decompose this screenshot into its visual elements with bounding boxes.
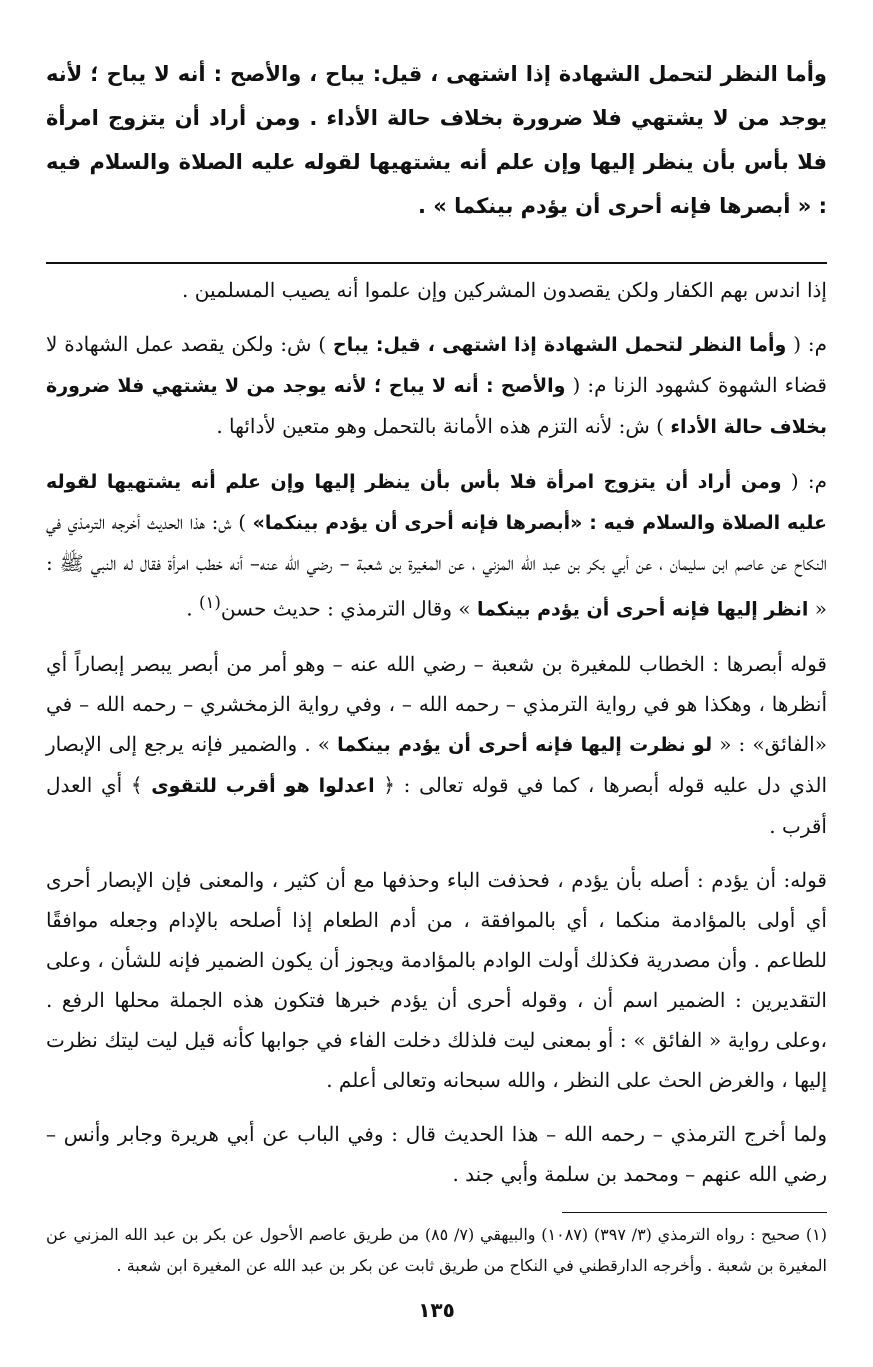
footnote-separator [562,1212,827,1213]
matn-separator [46,262,827,264]
p3-hadith-quote: انظر إليها فإنه أحرى أن يؤدم بينكما [476,598,809,621]
commentary-paragraph-3 [46,461,827,630]
commentary-paragraph-2 [46,324,827,447]
p1-text: إذا اندس بهم الكفار ولكن يقصدون المشركين وإن علموا أنه يصيب المسلمين . [182,278,827,302]
commentary-paragraph-5 [46,860,827,1100]
p3-tail: » وقال الترمذي : حديث حسن [220,596,471,621]
p2-prefix: م: ( [793,332,828,356]
p2-matn-quote-2: والأصح : أنه لا يباح ؛ لأنه يوجد من لا يشتهي فلا ضرورة بخلاف حالة الأداء [46,375,827,438]
footnote-1: (١) صحيح : رواه الترمذي (٣/ ٣٩٧) (١٠٨٧) والبيهقي (٧/ ٨٥) من طريق عاصم الأحول عن بكر بن عبد الله المزني عن المغيرة بن شعبة . وأخرجه الدارقطني في النكاح من طريق ثابت عن بكر بن عبد الله عن المغيرة ابن شعبة . [46,1224,827,1275]
page-number: ١٣٥ [418,1298,455,1322]
p2-mid: ) ش: ولكن يقصد عمل الشهادة لا قضاء الشهوة كشهود الزنا م: ( [46,332,827,397]
p2-matn-quote-1: وأما النظر لتحمل الشهادة إذا اشتهى ، قيل: يباح [333,334,787,356]
p2-tail: ) ش: لأنه التزم هذه الأمانة بالتحمل وهو متعين لأدائها . [216,414,664,438]
p4-part-a: قوله أبصرها : الخطاب للمغيرة بن شعبة – رضي الله عنه – وهو أمر من أبصر يبصر إبصاراً أي أنظرها ، وهكذا هو في رواية الترمذي – رحمه الله – ، وفي رواية الزمخشري – رحمه الله – في «الفائق» : « [46,651,827,756]
p3-mid: ) ش: هذا الحديث أخرجه الترمذي في النكاح عن عاصم ابن سليمان ، عن أبي بكر بن عبد الله المزني ، عن المغيرة بن شعبة – رضي الله عنه– أنه خطب امرأة فقال له النبي ﷺ : « [46,510,827,621]
p3-prefix: م: ( [790,469,828,493]
matn-text: وأما النظر لتحمل الشهادة إذا اشتهى ، قيل: يباح ، والأصح : أنه لا يباح ؛ لأنه يوجد من لا يشتهي فلا ضرورة بخلاف حالة الأداء . ومن أراد أن يتزوج امرأة فلا بأس بأن ينظر إليها وإن علم أنه يشتهيها لقوله عليه الصلاة والسلام فيه : « أبصرها فإنه أحرى أن يؤدم بينكما » . [46,62,827,218]
p4-part-b: » . والضمير فإنه يرجع إلى الإبصار الذي دل عليه قوله أبصرها ، كما في قوله تعالى : ﴿ [46,731,828,797]
p3-end: . [186,596,199,621]
commentary-paragraph-6 [46,1114,827,1194]
commentary-paragraph-4 [46,644,827,846]
p6-text: ولما أخرج الترمذي – رحمه الله – هذا الحديث قال : وفي الباب عن أبي هريرة وجابر وأنس – رضي الله عنهم – ومحمد بن سلمة وأبي جند . [46,1121,827,1186]
commentary [46,270,827,1194]
footnotes [46,1219,827,1281]
p4-hadith-quote: لو نظرت إليها فإنه أحرى أن يؤدم بينكما [337,733,713,756]
p4-quran-quote: اعدلوا هو أقرب للتقوى [151,774,375,797]
p4-part-c: ﴾ أي العدل أقرب . [46,772,827,838]
p3-matn-quote: ومن أراد أن يتزوج امرأة فلا بأس بأن ينظر إليها وإن علم أنه يشتهيها لقوله عليه الصلاة والسلام فيه : «أبصرها فإنه أحرى أن يؤدم بينكما» [46,471,827,534]
commentary-paragraph-1 [46,270,827,310]
footnote-ref-1[interactable]: (١) [198,593,221,612]
p5-text: قوله: أن يؤدم : أصله بأن يؤدم ، فحذفت الباء وحذفها مع أن كثير ، والمعنى فإن الإبصار أحرى أي أولى بالمؤادمة منكما ، أي بالموافقة ، من أدم الطعام إذا أصلحه بالإدام وجعله موافقًا للطاعم . وأن مصدرية فكذلك أولت الوادم بالمؤادمة ويجوز أن يكون الضمير فإنه للشأن ، وعلى التقديرين : الضمير اسم أن ، وقوله أحرى أن يؤدم خبرها فتكون هذه الجملة محلها الرفع . ،وعلى رواية « الفائق » : أو بمعنى ليت فلذلك دخلت الفاء في جوابها كأنه قيل ليت ليتك نظرت إليها ، والغرض الحث على النظر ، والله سبحانه وتعالى أعلم . [46,867,828,1092]
